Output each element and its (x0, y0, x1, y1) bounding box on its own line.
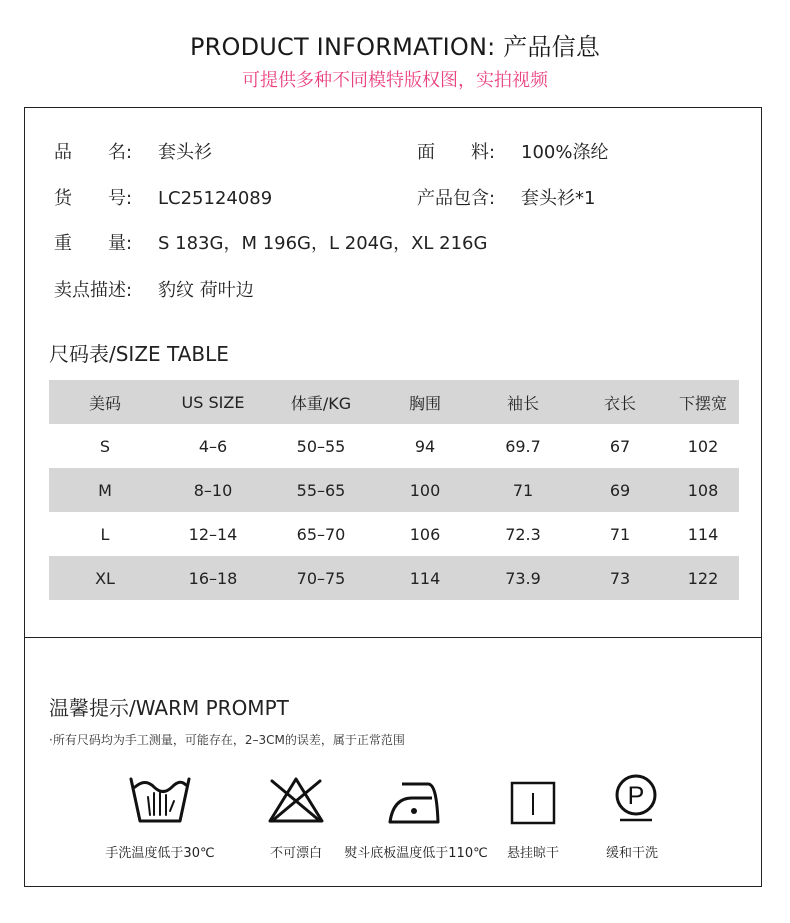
table-cell: 114 (687, 524, 719, 544)
dry-clean-icon (612, 773, 660, 823)
table-cell: 50–55 (296, 436, 346, 456)
table-cell: 108 (687, 480, 719, 500)
table-row (49, 468, 739, 512)
table-cell: 8–10 (193, 480, 233, 500)
table-cell: 65–70 (296, 524, 346, 544)
table-cell: S (99, 436, 111, 456)
section-divider (24, 637, 762, 638)
table-header-cell: US SIZE (181, 392, 245, 412)
table-cell: 73 (609, 568, 631, 588)
warm-prompt-title: 温馨提示/WARM PROMPT (49, 696, 289, 720)
product-name-value: 套头衫 (158, 142, 212, 163)
table-cell: 114 (409, 568, 441, 588)
table-header-cell: 袖长 (506, 393, 539, 413)
table-cell: 122 (687, 568, 719, 588)
svg-text:P: P (627, 782, 645, 810)
hand-wash-label: 手洗温度低于30℃ (105, 846, 215, 861)
table-cell: 55–65 (296, 480, 346, 500)
product-name-row (54, 138, 212, 164)
table-header-cell: 体重/KG (290, 393, 352, 413)
selling-row (54, 276, 254, 302)
weight-label: 重 量: (54, 233, 133, 254)
size-table-title: 尺码表/SIZE TABLE (49, 342, 229, 366)
package-value: 套头衫*1 (521, 188, 596, 209)
table-header-cell: 美码 (88, 393, 121, 413)
table-cell: 71 (609, 524, 631, 544)
table-cell: L (100, 524, 110, 544)
package-row (417, 184, 595, 210)
table-cell: 71 (512, 480, 534, 500)
selling-label: 卖点描述: (54, 280, 133, 301)
table-cell: 12–14 (188, 524, 238, 544)
sku-label: 货 号: (54, 188, 133, 209)
page-subtitle: 可提供多种不同模特版权图，实拍视频 (242, 70, 548, 91)
product-name-label: 品 名: (54, 142, 133, 163)
weight-row (54, 229, 487, 255)
no-bleach-icon (266, 775, 326, 825)
weight-value: S 183G，M 196G，L 204G，XL 216G (158, 233, 488, 254)
table-row (49, 424, 739, 468)
sku-value: LC25124089 (158, 188, 273, 209)
fabric-value: 100%涤纶 (521, 142, 609, 163)
table-cell: 69.7 (505, 436, 541, 456)
table-cell: 102 (687, 436, 719, 456)
table-cell: 4–6 (198, 436, 228, 456)
table-cell: 72.3 (505, 524, 541, 544)
table-row (49, 512, 739, 556)
hand-wash-icon (128, 775, 192, 825)
table-cell: 69 (609, 480, 631, 500)
table-header-row (49, 380, 739, 424)
no-bleach-label: 不可漂白 (269, 846, 322, 861)
iron-icon (388, 780, 440, 826)
package-label: 产品包含: (417, 188, 496, 209)
table-cell: XL (95, 568, 115, 588)
table-cell: 94 (414, 436, 436, 456)
table-cell: 73.9 (505, 568, 541, 588)
measurement-note: ·所有尺码均为手工测量，可能存在，2–3CM的误差，属于正常范围 (49, 733, 405, 747)
size-table (49, 380, 739, 600)
table-cell: 100 (409, 480, 441, 500)
table-cell: 106 (409, 524, 441, 544)
page-title: PRODUCT INFORMATION: 产品信息 (189, 33, 601, 61)
sku-row (54, 184, 272, 210)
table-header-cell: 下摆宽 (678, 393, 727, 413)
table-cell: M (98, 480, 112, 500)
table-cell: 70–75 (296, 568, 346, 588)
hang-dry-icon (510, 781, 556, 825)
hang-dry-label: 悬挂晾干 (506, 846, 559, 861)
iron-label: 熨斗底板温度低于110℃ (344, 846, 488, 861)
table-header-cell: 胸围 (408, 393, 441, 413)
dry-clean-label: 缓和干洗 (605, 846, 658, 861)
table-header-cell: 衣长 (603, 393, 636, 413)
table-row (49, 556, 739, 600)
fabric-label: 面 料: (417, 142, 496, 163)
table-cell: 67 (609, 436, 631, 456)
fabric-row (417, 138, 608, 164)
selling-value: 豹纹 荷叶边 (158, 280, 254, 301)
table-cell: 16–18 (188, 568, 238, 588)
